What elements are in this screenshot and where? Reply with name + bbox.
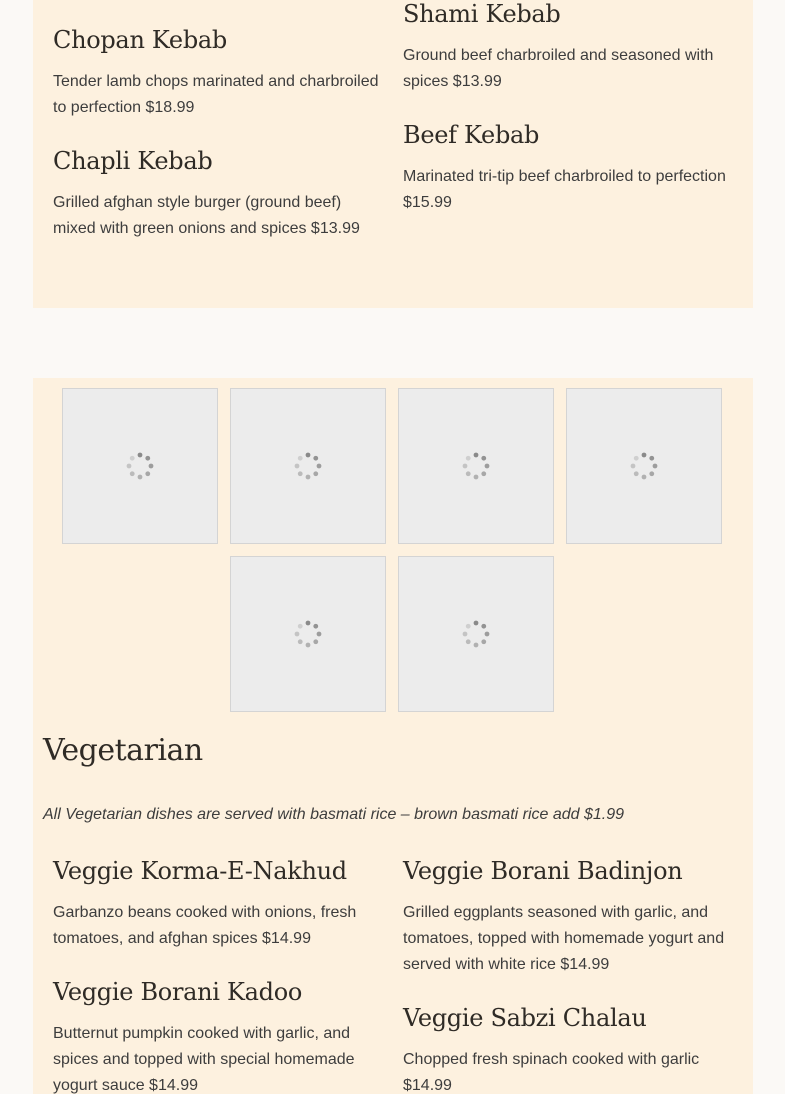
gallery-image[interactable] [398,388,554,544]
menu-item-chopan-kebab [53,25,388,121]
loading-spinner-icon [459,617,493,651]
gallery-image[interactable] [398,556,554,712]
gallery-image[interactable] [230,388,386,544]
menu-item-name: Beef Kebab [403,121,540,149]
gallery-image[interactable] [62,388,218,544]
loading-spinner-icon [627,449,661,483]
loading-spinner-icon [291,617,325,651]
gallery-image[interactable] [566,388,722,544]
menu-item-beef-kebab [403,120,738,216]
menu-item-name: Chapli Kebab [53,147,213,175]
loading-spinner-icon [291,449,325,483]
menu-item-description: Ground beef charbroiled and seasoned with spices $13.99 [403,47,714,90]
menu-item-chapli-kebab [53,146,388,242]
menu-item-veggie-korma-e-nakhud [53,856,388,952]
menu-item-veggie-borani-badinjon [403,856,738,978]
menu-item-description: Chopped fresh spinach cooked with garlic $14.99 [403,1051,700,1094]
menu-item-description: Garbanzo beans cooked with onions, fresh tomatoes, and afghan spices $14.99 [53,904,357,947]
section-title-vegetarian: Vegetarian [43,733,203,768]
menu-item-name: Veggie Borani Kadoo [53,978,302,1006]
loading-spinner-icon [459,449,493,483]
gallery-image[interactable] [230,556,386,712]
section-note: All Vegetarian dishes are served with basmati rice – brown basmati rice add $1.99 [43,806,625,823]
menu-item-description: Marinated tri-tip beef charbroiled to perfection $15.99 [403,168,726,211]
menu-item-description: Butternut pumpkin cooked with garlic, and spices and topped with special homemade yogurt sauce $14.99 [53,1025,355,1094]
menu-item-description: Grilled afghan style burger (ground beef) mixed with green onions and spices $13.99 [53,194,360,237]
menu-item-veggie-sabzi-chalau [403,1003,738,1094]
menu-item-shami-kebab [403,0,738,95]
menu-item-name: Veggie Korma-E-Nakhud [53,857,347,885]
menu-item-veggie-borani-kadoo [53,977,388,1094]
menu-item-name: Veggie Borani Badinjon [403,857,683,885]
loading-spinner-icon [123,449,157,483]
menu-item-name: Shami Kebab [403,0,561,28]
menu-item-description: Grilled eggplants seasoned with garlic, and tomatoes, topped with homemade yogurt and served with white rice $14.99 [403,904,725,973]
menu-item-name: Veggie Sabzi Chalau [403,1004,647,1032]
menu-item-description: Tender lamb chops marinated and charbroiled to perfection $18.99 [53,73,379,116]
menu-item-name: Chopan Kebab [53,26,227,54]
